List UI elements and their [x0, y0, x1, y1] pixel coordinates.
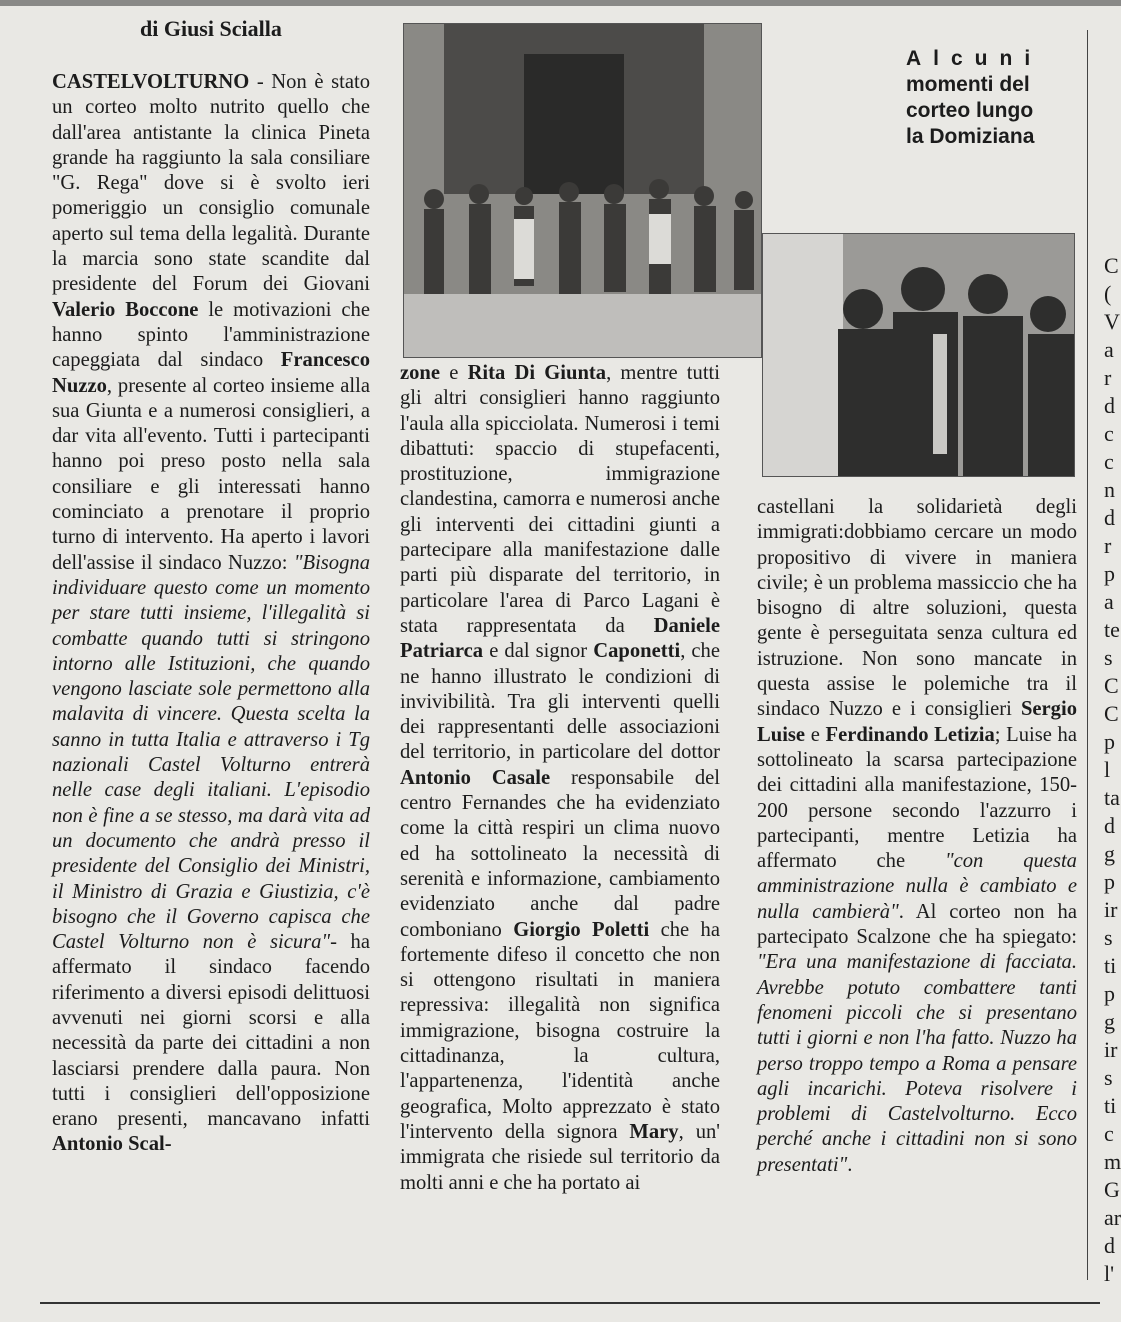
fragment-letter: G	[1104, 1177, 1120, 1202]
fragment-letter: l'	[1104, 1261, 1115, 1286]
body-text: - Non è stato un corteo molto nutrito quello che dall'area antistante la clinica Pineta grande ha raggiunto la sala consiliare "G. Rega" dove si è svolto ieri pomeriggio un consiglio comunale aperto sul tema della legalità. Durante la marcia sono state scandite dal presidente del Forum dei Giovani	[52, 71, 370, 296]
bold-name: CASTELVOLTURNO	[52, 71, 250, 93]
fragment-letter: ir	[1104, 1037, 1118, 1062]
photo-march-crowd	[403, 23, 762, 358]
fragment-letter: d	[1104, 813, 1115, 838]
body-text: le motivazioni che hanno spinto l'amministrazione capeggiata dal sindaco	[52, 298, 370, 372]
caption-line: la Domiziana	[906, 125, 1035, 148]
body-text: castellani la solidarietà degli immigrati:dobbiamo cercare un modo propositivo di vivere in maniera civile; è un problema massiccio che ha bisogno di altre soluzioni, questa gente è perseguitata senza cultura ed istruzione. Non sono mancate in questa assise le polemiche tra il sindaco Nuzzo e i consiglieri	[757, 496, 1077, 721]
body-text: responsabile del centro Fernandes che ha evidenziato come la città respiri un clima nuovo ed ha sottolineato la necessità di serenità e informazione, cambiamento evidenziato anche dal padre comboniano	[400, 766, 720, 941]
fragment-letter: ar	[1104, 1205, 1121, 1230]
body-text: , presente al corteo insieme alla sua Giunta e a numerosi consiglieri, a dar vita all'evento. Tutti i partecipanti hanno poi preso posto nella sala consiliare e gli interessati hanno cominciato a prenotare il proprio turno di intervento. Ha aperto i lavori dell'assise il sindaco Nuzzo:	[52, 374, 370, 574]
column-rule	[1087, 30, 1088, 1280]
body-text: che ha fortemente difeso il concetto che non si ottengono risultati in maniera repressiva: illegalità non significa immigrazione, bisogna costruire la cittadinanza, la cultura, l'appartenenza, l'identità anche geografica, Molto apprezzato è stato l'intervento della signora	[400, 918, 720, 1143]
fragment-letter: ti	[1104, 953, 1117, 978]
photo-march-front	[762, 233, 1075, 477]
header-rule	[0, 0, 1121, 6]
fragment-letter: l	[1104, 757, 1111, 782]
fragment-letter: c	[1104, 421, 1114, 446]
fragment-letter: te	[1104, 617, 1120, 642]
fragment-letter: p	[1104, 869, 1115, 894]
quote-text: "Era una manifestazione di facciata. Avrebbe potuto combattere tanti fenomeni piccoli che si presentano tutti i giorni e non l'ha fatto. Nuzzo ha perso troppo tempo a Roma a pensare agli incarichi. Poteva risolvere i problemi di Castelvolturno. Ecco perché anche i cittadini non si sono presentati"	[757, 951, 1077, 1176]
article-column-3	[757, 495, 1077, 1178]
caption-line: momenti del	[906, 73, 1030, 96]
fragment-letter: d	[1104, 393, 1115, 418]
body-text: e	[440, 362, 468, 384]
fragment-letter: g	[1104, 1009, 1115, 1034]
bold-name: Valerio Boccone	[52, 298, 199, 321]
body-text: . Al corteo non ha partecipato Scalzone che ha spiegato:	[757, 900, 1077, 949]
fragment-letter: d	[1104, 1233, 1115, 1258]
body-text: - ha affermato il sindaco facendo riferimento a diversi episodi delittuosi avvenuti nei giorni scorsi e alla necessità da parte dei cittadini a non lasciarsi prendere dalla paura. Non tutti i consiglieri dell'opposizione erano presenti, mancavano infatti	[52, 931, 370, 1131]
bold-name: Daniele Patriarca	[400, 614, 720, 663]
body-text: , un' immigrata che risiede sul territorio da molti anni e che ha portato ai	[400, 1120, 720, 1194]
fragment-letter: r	[1104, 533, 1112, 558]
fragment-letter: (	[1104, 281, 1112, 306]
fragment-letter: p	[1104, 561, 1115, 586]
fragment-letter: a	[1104, 589, 1114, 614]
photo-caption	[906, 46, 1078, 150]
fragment-letter: C	[1104, 701, 1119, 726]
photo-march-front-image	[763, 234, 1074, 476]
body-text: , che ne hanno illustrato le condizioni di invivibilità. Tra gli interventi quelli dei rappresentanti delle associazioni del territorio, in particolare del dottor	[400, 640, 720, 764]
fragment-letter: n	[1104, 477, 1115, 502]
body-text: .	[847, 1153, 853, 1176]
fragment-letter: p	[1104, 981, 1115, 1006]
fragment-letter: r	[1104, 365, 1112, 390]
fragment-letter: g	[1104, 841, 1115, 866]
fragment-letter: s	[1104, 925, 1113, 950]
quote-text: "con questa amministrazione nulla è cambiato e nulla cambierà"	[757, 850, 1077, 923]
fragment-letter: V	[1104, 309, 1120, 334]
bold-name: Giorgio Poletti	[513, 918, 650, 941]
caption-line: corteo lungo	[906, 99, 1034, 122]
bold-name: Francesco Nuzzo	[52, 349, 370, 397]
photo-march-crowd-image	[404, 24, 761, 357]
bold-name: Mary	[629, 1120, 679, 1143]
quote-text: "Bisogna individuare questo come un momento per stare tutti insieme, l'illegalità si combatte quando tutti si stringono intorno alle Istituzioni, che quando vengono lasciate sole permettono alla malavita di vincere. Questa scelta la sanno in tutta Italia e attraverso i Tg nazionali Castel Volturno entrerà nelle case degli italiani. L'episodio non è fine a se stesso, ma darà vita ad un documento che andrà presso il presidente del Consiglio dei Ministri, il Ministro di Grazia e Giustizia, c'è bisogno che il Governo capisca che Castel Volturno non è sicura"	[52, 551, 370, 954]
fragment-letter: ir	[1104, 897, 1118, 922]
bold-name: Ferdinando Letizia	[825, 723, 995, 746]
fragment-letter: s	[1104, 645, 1113, 670]
fragment-letter: c	[1104, 449, 1114, 474]
adjacent-article-fragment	[1094, 0, 1121, 1322]
article-paragraph	[757, 495, 1077, 1178]
fragment-letter: m	[1104, 1149, 1121, 1174]
byline: di Giusi Scialla	[140, 16, 282, 41]
article-paragraph	[400, 361, 720, 1196]
caption-line: Alcuni	[906, 47, 1043, 70]
body-text: e dal signor	[483, 640, 594, 663]
fragment-letter: a	[1104, 337, 1114, 362]
bold-name: zone	[400, 362, 441, 384]
bold-name: Rita Di Giunta	[467, 362, 607, 384]
fragment-letter: ti	[1104, 1093, 1117, 1118]
fragment-letter: ta	[1104, 785, 1120, 810]
article-paragraph	[52, 70, 370, 1158]
body-text: e	[805, 723, 826, 746]
article-column-2	[400, 361, 720, 1196]
article-column-1	[52, 70, 370, 1158]
fragment-letter: p	[1104, 729, 1115, 754]
fragment-letter: d	[1104, 505, 1115, 530]
footer-rule	[40, 1302, 1100, 1304]
fragment-letter: c	[1104, 1121, 1114, 1146]
bold-name: Antonio Casale	[400, 766, 551, 789]
bold-name: Antonio Scal-	[52, 1133, 172, 1156]
bold-name: Sergio Luise	[757, 698, 1077, 746]
body-text: , mentre tutti gli altri consiglieri hanno raggiunto l'aula alla spicciolata. Numerosi i temi dibattuti: spaccio di stupefacenti, prostituzione, immigrazione clandestina, camorra e numerosi anche gli interventi dei cittadini giunti a partecipare alla manifestazione dalle parti più disparate del territorio, in particolare l'area di Parco Lagani è stata rappresentata da	[400, 362, 720, 637]
fragment-letter: C	[1104, 253, 1119, 278]
fragment-letter: s	[1104, 1065, 1113, 1090]
body-text: ; Luise ha sottolineato la scarsa partecipazione dei cittadini alla manifestazione, 150-200 persone secondo l'azzurro i partecipanti, mentre Letizia ha affermato che	[757, 723, 1077, 873]
fragment-letter: C	[1104, 673, 1119, 698]
bold-name: Caponetti	[593, 640, 681, 663]
